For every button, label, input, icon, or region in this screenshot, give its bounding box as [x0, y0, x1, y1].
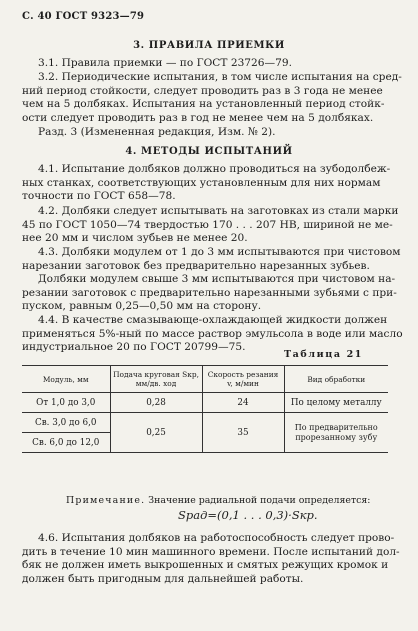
table-row: [22, 393, 388, 413]
text-line: точности по ГОСТ 658—78.: [22, 190, 176, 203]
table-cell: 0,25: [110, 413, 202, 453]
note-text: Значение радиальной подачи определяется:: [148, 495, 371, 506]
text-line: Долбяки модулем свыше 3 мм испытываются при чистовом на-: [38, 273, 396, 285]
para-4-2: [22, 205, 399, 246]
para-4-6: [22, 532, 400, 586]
text-line: ний период стойкости, следует проводить раз в 3 года не менее: [22, 84, 383, 97]
section-4-heading: 4. МЕТОДЫ ИСПЫТАНИЙ: [125, 146, 293, 157]
text-line: резании заготовок с предварительно нарезанными зубьями с при-: [22, 286, 397, 299]
para-3-2: [22, 71, 402, 125]
column-header: Скорость резания v, м/мин: [202, 366, 284, 393]
text-line: индустриальное 20 по ГОСТ 20799—75.: [22, 341, 246, 354]
text-line: дить в течение 10 мин машинного времени. После испытаний дол-: [22, 545, 400, 558]
note-label: Примечание.: [66, 495, 146, 506]
table-row: [22, 413, 388, 433]
text-line: должен быть пригодным для дальнейшей работы.: [22, 572, 304, 585]
text-line: 45 по ГОСТ 1050—74 твердостью 170 . . . 207 НВ, шириной не ме-: [22, 218, 393, 231]
table-cell: 24: [202, 393, 284, 413]
text-line: 4.3. Долбяки модулем от 1 до 3 мм испытываются при чистовом: [38, 246, 401, 258]
formula: Sрад=(0,1 . . . 0,3)·Sкр.: [178, 508, 318, 522]
text-line: нее 20 мм и числом зубьев не менее 20.: [22, 232, 248, 245]
text-line: Разд. 3 (Измененная редакция, Изм. № 2).: [38, 126, 276, 138]
section-3-heading: 3. ПРАВИЛА ПРИЕМКИ: [133, 40, 285, 51]
text-line: чем на 5 долбяках. Испытания на установленный период стойк-: [22, 98, 385, 111]
para-3-note: [38, 126, 388, 140]
table-cell: Св. 3,0 до 6,0: [22, 413, 110, 433]
table-21: [22, 365, 388, 453]
text-line: ных станках, соответствующих установленным для них нормам: [22, 176, 381, 189]
text-line: 3.2. Периодические испытания, в том числе испытания на сред-: [38, 71, 402, 83]
text-line: пуском, равным 0,25—0,50 мм на сторону.: [22, 300, 262, 313]
page-header: С. 40 ГОСТ 9323—79: [22, 11, 145, 22]
table-title: Таблица 21: [284, 349, 364, 360]
column-header: Модуль, мм: [22, 366, 110, 393]
text-line: 4.6. Испытания долбяков на работоспособность следует прово-: [38, 532, 395, 544]
text-line: нарезании заготовок без предварительно нарезанных зубьев.: [22, 259, 370, 272]
table-cell: По целому металлу: [284, 393, 388, 413]
table-header-row: [22, 366, 388, 393]
text-line: применяться 5%-ный по массе раствор эмульсола в воде или масло: [22, 327, 403, 340]
table-cell: 35: [202, 413, 284, 453]
text-line: 4.4. В качестве смазывающе-охлаждающей жидкости должен: [38, 314, 388, 326]
table-cell: От 1,0 до 3,0: [22, 393, 110, 413]
text-line: 4.1. Испытание долбяков должно проводиться на зубодолбеж-: [38, 163, 391, 175]
para-3-1: [38, 57, 388, 71]
text-line: бяк не должен иметь выкрошенных и смятых режущих кромок и: [22, 559, 389, 572]
column-header: Вид обработки: [284, 366, 388, 393]
table-cell: Св. 6,0 до 12,0: [22, 433, 110, 453]
table-cell: По предварительно прорезанному зубу: [284, 413, 388, 453]
table-note: [66, 495, 370, 506]
para-4-3-cont: [22, 273, 397, 314]
para-4-1: [22, 163, 391, 204]
text-line: 3.1. Правила приемки — по ГОСТ 23726—79.: [38, 57, 292, 69]
column-header: Подача круговая Sкр, мм/дв. ход: [110, 366, 202, 393]
para-4-3: [22, 246, 401, 273]
text-line: 4.2. Долбяки следует испытывать на заготовках из стали марки: [38, 205, 399, 217]
text-line: ости следует проводить раз в год не менее чем на 5 долбяках.: [22, 111, 374, 124]
table-cell: 0,28: [110, 393, 202, 413]
